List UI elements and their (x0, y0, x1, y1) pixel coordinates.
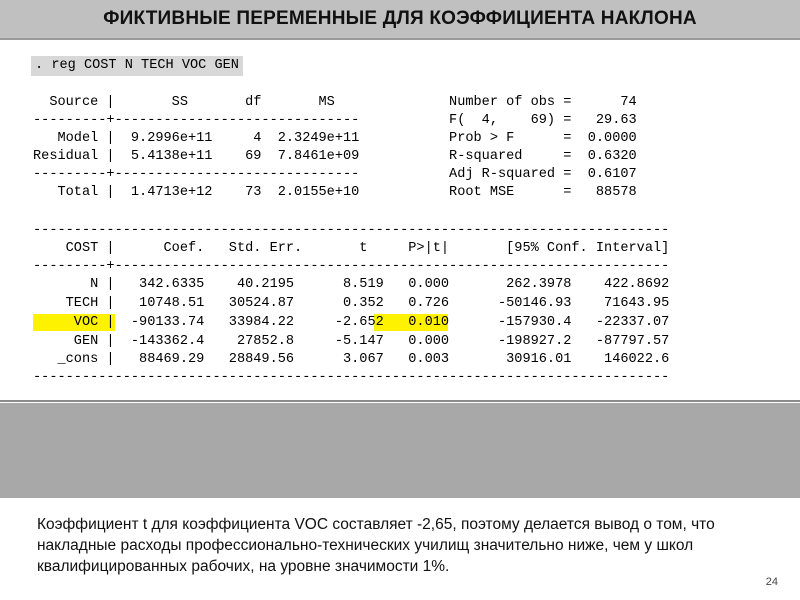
coef-row-gen: GEN | -143362.4 27852.8 -5.147 0.000 -198927.2 -87797.57 (33, 334, 670, 349)
coef-divider: ---------+-------------------------------------------------------------------- (33, 259, 670, 274)
stata-command: . reg COST N TECH VOC GEN (31, 56, 243, 76)
anova-divider: ---------+------------------------------ Adj R-squared = 0.6107 (33, 167, 637, 182)
slide-title: ФИКТИВНЫЕ ПЕРЕМЕННЫЕ ДЛЯ КОЭФФИЦИЕНТА НАКЛОНА (103, 8, 697, 29)
anova-residual-row: Residual | 5.4138e+11 69 7.8461e+09 R-squared = 0.6320 (33, 149, 637, 164)
anova-model-row: Model | 9.2996e+11 4 2.3249e+11 Prob > F = 0.0000 (33, 131, 637, 146)
coef-row-tech: TECH | 10748.51 30524.87 0.352 0.726 -50146.93 71643.95 (33, 296, 670, 311)
coef-top-rule: ------------------------------------------------------------------------------ (33, 223, 670, 238)
anova-header-row: Source | SS df MS Number of obs = 74 (33, 95, 637, 110)
coef-header-row: COST | Coef. Std. Err. t P>|t| [95% Conf. Interval] (33, 241, 670, 256)
coef-row-voc: VOC | -90133.74 33984.22 -2.652 0.010 -157930.4 -22337.07 (33, 315, 670, 330)
gray-band (0, 403, 800, 498)
anova-total-row: Total | 1.4713e+12 73 2.0155e+10 Root MSE = 88578 (33, 185, 637, 200)
explanation-text: Коэффициент t для коэффициента VOC составляет -2,65, поэтому делается вывод о том, что накладные расходы профессионально-технических училищ значительно ниже, чем у школ квалифицированных рабочих, на уровне значимости 1%. (37, 516, 715, 575)
coef-bottom-rule: ------------------------------------------------------------------------------ (33, 370, 670, 385)
band-divider (0, 400, 800, 402)
slide-number: 24 (765, 576, 778, 588)
title-bar (0, 0, 800, 40)
anova-divider: ---------+------------------------------ F( 4, 69) = 29.63 (33, 113, 637, 128)
coef-row-cons: _cons | 88469.29 28849.56 3.067 0.003 30916.01 146022.6 (33, 352, 670, 367)
coef-row-n: N | 342.6335 40.2195 8.519 0.000 262.3978 422.8692 (33, 277, 670, 292)
